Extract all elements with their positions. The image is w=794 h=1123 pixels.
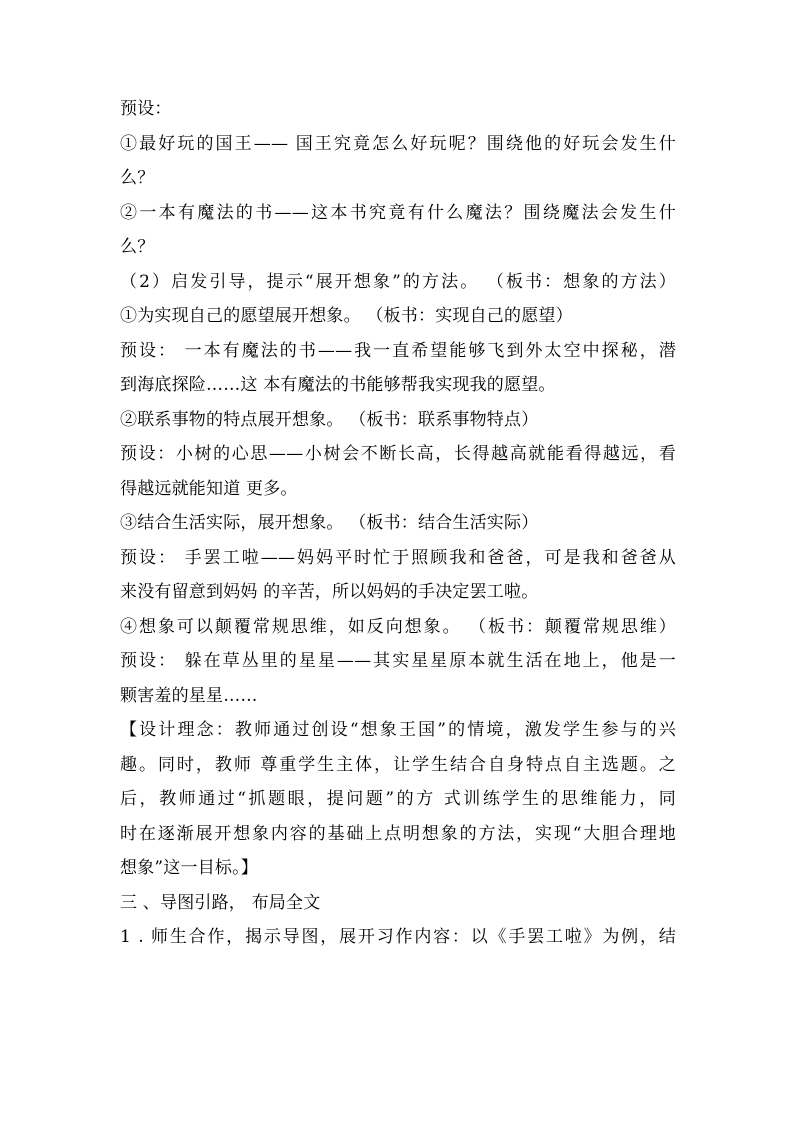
text-line: 预设： 一本有魔法的书——我一直希望能够飞到外太空中探秘，潜 [120, 340, 676, 361]
text-line: ②联系事物的特点展开想象。 （板书：联系事物特点） [120, 409, 539, 430]
text-line: 时在逐渐展开想象内容的基础上点明想象的方法，实现“大胆合理地 [120, 823, 676, 844]
text-line: ③结合生活实际，展开想象。 （板书：结合生活实际） [120, 513, 539, 533]
text-line: 预设： [120, 99, 172, 119]
text-line: 预设： 躲在草丛里的星星——其实星星原本就生活在地上，他是一 [120, 651, 676, 671]
document-body [120, 92, 676, 955]
text-line: 后，教师通过“抓题眼，提问题”的方 式训练学生的思维能力，同 [120, 789, 676, 809]
text-line: ①为实现自己的愿望展开想象。 （板书：实现自己的愿望） [120, 306, 573, 326]
text-line: 么？ [120, 237, 155, 257]
text-line: ①最好玩的国王—— 国王究竟怎么好玩呢？围绕他的好玩会发生什 [120, 133, 676, 154]
text-line: 来没有留意到妈妈 的辛苦，所以妈妈的手决定罢工啦。 [120, 582, 539, 602]
text-line: 1 . 师生合作，揭示导图，展开习作内容：以《手罢工啦》为例，结 [120, 927, 676, 947]
text-line: （2）启发引导，提示“展开想象”的方法。 （板书：想象的方法） [120, 271, 676, 292]
text-line: 么？ [120, 168, 155, 188]
text-line: 预设： 手罢工啦——妈妈平时忙于照顾我和爸爸，可是我和爸爸从 [120, 547, 676, 568]
text-line: 趣。同时，教师 尊重学生主体，让学生结合自身特点自主选题。之 [120, 754, 676, 775]
text-line: 想象”这一目标。】 [120, 858, 258, 878]
text-line: 到海底探险……这 本有魔法的书能够帮我实现我的愿望。 [120, 375, 556, 395]
text-line: ②一本有魔法的书——这本书究竟有什么魔法？围绕魔法会发生什 [120, 202, 676, 223]
text-line: 预设：小树的心思——小树会不断长高，长得越高就能看得越远，看 [120, 444, 676, 464]
text-line: 颗害羞的星星…… [120, 685, 258, 706]
section-heading: 三 、导图引路， 布局全文 [120, 892, 321, 913]
text-line: ④想象可以颠覆常规思维，如反向想象。 （板书：颠覆常规思维） [120, 616, 676, 637]
text-line: 【设计理念：教师通过创设“想象王国”的情境，激发学生参与的兴 [120, 720, 676, 740]
text-line: 得越远就能知道 更多。 [120, 478, 298, 499]
